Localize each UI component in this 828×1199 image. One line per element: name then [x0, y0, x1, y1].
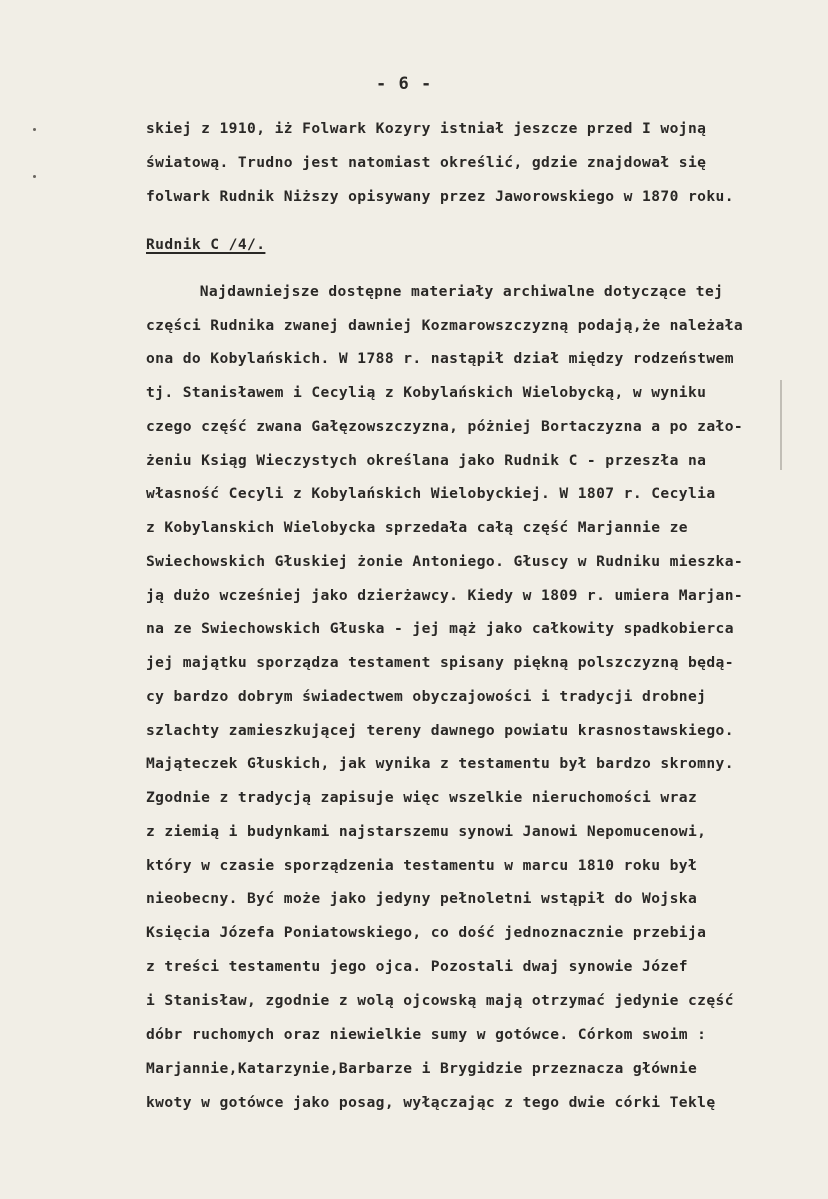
- paragraph-line: z ziemią i budynkami najstarszemu synowi Janowi Nepomucenowi,: [146, 823, 707, 840]
- paragraph-line: Marjannie,Katarzynie,Barbarze i Brygidzie przeznacza głównie: [146, 1060, 698, 1077]
- paragraph-line: na ze Swiechowskich Głuska - jej mąż jako całkowity spadkobierca: [146, 620, 734, 637]
- paragraph-line: dóbr ruchomych oraz niewielkie sumy w gotówce. Córkom swoim :: [146, 1026, 707, 1043]
- paragraph-line: cy bardzo dobrym świadectwem obyczajowości i tradycji drobnej: [146, 688, 707, 705]
- paragraph-line: nieobecny. Być może jako jedyny pełnoletni wstąpił do Wojska: [146, 890, 698, 907]
- paragraph-line: z treści testamentu jego ojca. Pozostali dwaj synowie Józef: [146, 958, 688, 975]
- section-heading: Rudnik C /4/.: [146, 236, 266, 253]
- paragraph-line: który w czasie sporządzenia testamentu w marcu 1810 roku był: [146, 857, 698, 874]
- paragraph-line: Najdawniejsze dostępne materiały archiwalne dotyczące tej: [163, 283, 724, 300]
- paragraph-line: z Kobylanskich Wielobycka sprzedała całą część Marjannie ze: [146, 519, 688, 536]
- paragraph-line: skiej z 1910, iż Folwark Kozyry istniał jeszcze przed I wojną: [146, 120, 707, 137]
- margin-pen-mark: [780, 380, 782, 470]
- paragraph-line: tj. Stanisławem i Cecylią z Kobylańskich Wielobycką, w wyniku: [146, 384, 707, 401]
- paragraph-line: Mająteczek Głuskich, jak wynika z testamentu był bardzo skromny.: [146, 755, 734, 772]
- paragraph-line: ją dużo wcześniej jako dzierżawcy. Kiedy w 1809 r. umiera Marjan-: [146, 587, 744, 604]
- paragraph-line: Zgodnie z tradycją zapisuje więc wszelkie nieruchomości wraz: [146, 789, 698, 806]
- margin-dot: [33, 175, 36, 178]
- paragraph-line: żeniu Ksiąg Wieczystych określana jako Rudnik C - przeszła na: [146, 452, 707, 469]
- paragraph-line: folwark Rudnik Niższy opisywany przez Jaworowskiego w 1870 roku.: [146, 188, 734, 205]
- paragraph-line: części Rudnika zwanej dawniej Kozmarowszczyzną podają,że należała: [146, 317, 744, 334]
- page-number: - 6 -: [376, 74, 433, 94]
- paragraph-line: światową. Trudno jest natomiast określić, gdzie znajdował się: [146, 154, 707, 171]
- margin-dot: [33, 128, 36, 131]
- paragraph-line: Swiechowskich Głuskiej żonie Antoniego. Głuscy w Rudniku mieszka-: [146, 553, 744, 570]
- paragraph-line: własność Cecyli z Kobylańskich Wielobyckiej. W 1807 r. Cecylia: [146, 485, 716, 502]
- paragraph-line: szlachty zamieszkującej tereny dawnego powiatu krasnostawskiego.: [146, 722, 734, 739]
- paragraph-line: czego część zwana Gałęzowszczyzna, póżniej Bortaczyzna a po zało-: [146, 418, 744, 435]
- paragraph-line: i Stanisław, zgodnie z wolą ojcowską mają otrzymać jedynie część: [146, 992, 734, 1009]
- paragraph-line: Księcia Józefa Poniatowskiego, co dość jednoznacznie przebija: [146, 924, 707, 941]
- paragraph-line: kwoty w gotówce jako posag, wyłączając z tego dwie córki Teklę: [146, 1094, 716, 1111]
- paragraph-line: ona do Kobylańskich. W 1788 r. nastąpił dział między rodzeństwem: [146, 350, 734, 367]
- paragraph-line: jej majątku sporządza testament spisany piękną polszczyzną będą-: [146, 654, 734, 671]
